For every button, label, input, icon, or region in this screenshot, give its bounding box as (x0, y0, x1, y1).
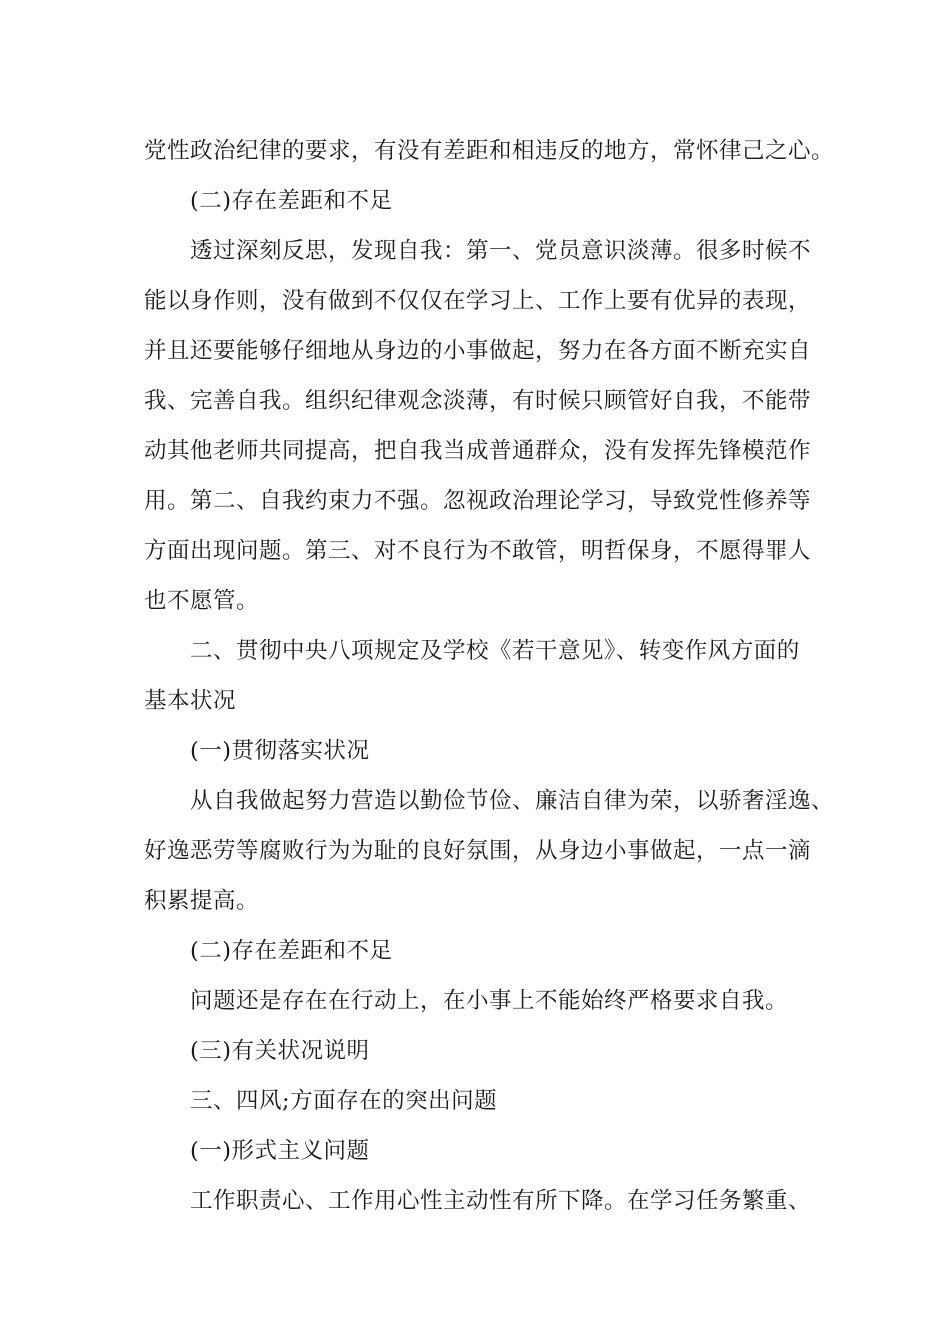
text-line: 党性政治纪律的要求，有没有差距和相违反的地方，常怀律己之心。 (144, 138, 835, 164)
text-line: 也不愿管。 (144, 588, 260, 614)
section-heading: 二、贯彻中央八项规定及学校《若干意见》、转变作风方面的 (190, 638, 800, 664)
text-line: 积累提高。 (144, 888, 260, 914)
paragraph-start: 透过深刻反思，发现自我：第一、党员意识淡薄。很多时候不 (190, 238, 812, 264)
paragraph-start: 从自我做起努力营造以勤俭节俭、廉洁自律为荣，以骄奢淫逸、 (190, 788, 835, 814)
section-heading: (一)形式主义问题 (190, 1138, 370, 1164)
section-heading: 三、四风;方面存在的突出问题 (190, 1088, 498, 1114)
text-line: 并且还要能够仔细地从身边的小事做起，努力在各方面不断充实自 (144, 338, 812, 364)
section-heading: (三)有关状况说明 (190, 1038, 370, 1064)
text-line: 好逸恶劳等腐败行为为耻的良好氛围，从身边小事做起，一点一滴 (144, 838, 812, 864)
section-heading: (二)存在差距和不足 (190, 188, 393, 214)
document-body (144, 126, 835, 1226)
paragraph-start: 工作职责心、工作用心性主动性有所下降。在学习任务繁重、 (190, 1188, 812, 1214)
text-line: 基本状况 (144, 688, 237, 714)
text-line: 方面出现问题。第三、对不良行为不敢管，明哲保身，不愿得罪人 (144, 538, 812, 564)
text-line: 能以身作则，没有做到不仅仅在学习上、工作上要有优异的表现， (144, 288, 812, 314)
text-line: 用。第二、自我约束力不强。忽视政治理论学习，导致党性修养等 (144, 488, 812, 514)
text-line: 我、完善自我。组织纪律观念淡薄，有时候只顾管好自我，不能带 (144, 388, 812, 414)
paragraph-start: 问题还是存在在行动上，在小事上不能始终严格要求自我。 (190, 988, 789, 1014)
section-heading: (二)存在差距和不足 (190, 938, 393, 964)
text-line: 动其他老师共同提高，把自我当成普通群众，没有发挥先锋模范作 (144, 438, 812, 464)
section-heading: (一)贯彻落实状况 (190, 738, 370, 764)
